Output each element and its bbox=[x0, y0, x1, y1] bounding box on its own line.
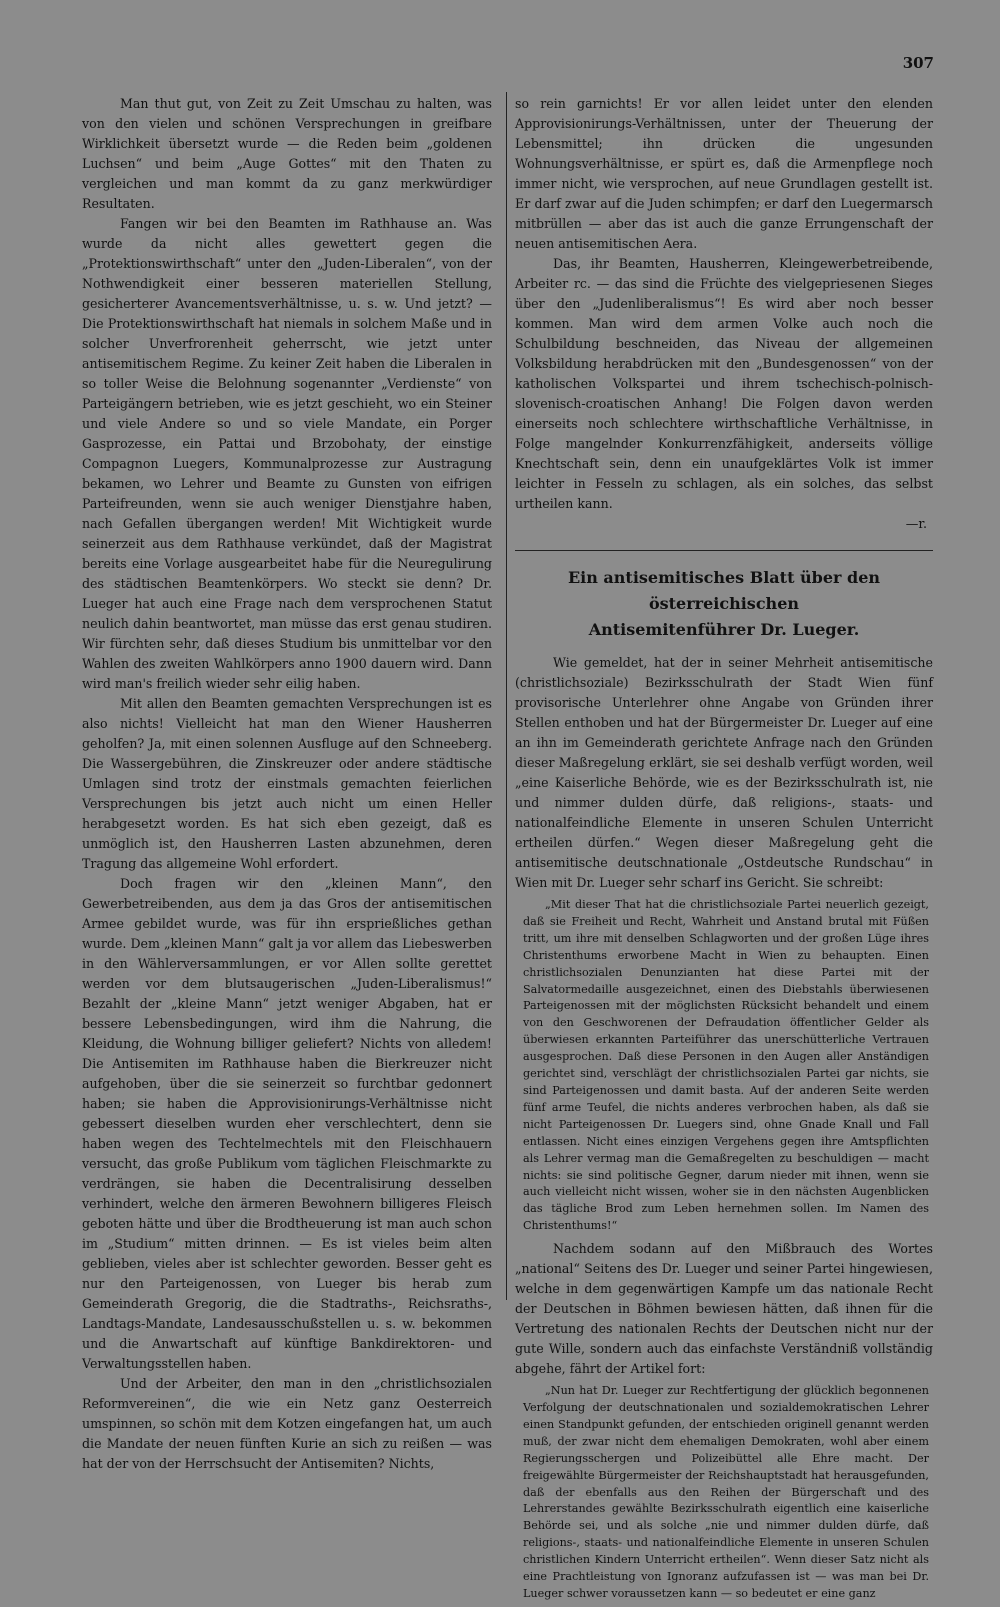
article-paragraph: Wie gemeldet, hat der in seiner Mehrheit antisemitische (christlichsoziale) Bezirksschulrath der Stadt Wien fünf provisorische Unterlehrer ohne Angabe von Gründen ihrer Stellen enthoben und hat der Bürgermeister Dr. Lueger auf eine an ihn im Gemeinderath gerichtete Anfrage nach den Gründen dieser Maßregelung erklärt, sie sei deshalb verfügt worden, weil „eine Kaiserliche Behörde, wie es der Bezirksschulrath ist, nie und nimmer dulden dürfe, daß religions-, staats- und nationalfeindliche Elemente in unseren Schulen Unterricht ertheilen dürfen.“ Wegen dieser Maßregelung geht die antisemitische deutschnationale „Ostdeutsche Rundschau“ in Wien mit Dr. Lueger sehr scharf ins Gericht. Sie schreibt: bbox=[515, 655, 933, 890]
right-column bbox=[515, 94, 933, 1607]
paragraph: Doch fragen wir den „kleinen Mann“, den Gewerbetreibenden, aus dem ja das Gros der antisemitischen Armee gebildet wurde, was für ihn ersprießliches gethan wurde. Dem „kleinen Mann“ galt ja vor allem das Liebeswerben in den Wählerversammlungen, er vor Allen sollte gerettet werden vor dem blutsaugerischen „Juden-Liberalismus!“ Bezahlt der „kleine Mann“ jetzt weniger Abgaben, hat er bessere Lebensbedingungen, wird ihm die Nahrung, die Kleidung, die Wohnung billiger geliefert? Nichts von alledem! Die Antisemiten im Rathhause haben die Bierkreuzer nicht aufgehoben, über die sie seinerzeit so furchtbar gedonnert haben; sie haben die Approvisionirungs-Verhältnisse nicht gebessert dieselben wurden eher verschlechtert, denn sie haben wegen des Techtelmechtels mit den Fleischhauern versucht, das große Publikum vom täglichen Fleischmarkte zu verdrängen, sie haben die Decentralisirung desselben verhindert, welche den ärmeren Bewohnern billigeres Fleisch geboten hätte und über die Brodtheuerung ist man auch schon im „Studium“ mitten drinnen. — Es ist vieles beim alten geblieben, vieles aber ist schlechter geworden. Besser geht es nur den Parteigenossen, von Lueger bis herab zum Gemeinderath Gregorig, die die Stadtraths-, Reichsraths-, Landtags-Mandate, Landesausschußstellen u. s. w. bekommen und die Anwartschaft auf künftige Bankdirektoren- und Verwaltungsstellen haben. bbox=[82, 876, 492, 1371]
paragraph: Fangen wir bei den Beamten im Rathhause an. Was wurde da nicht alles gewettert gegen die „Protektionswirthschaft“ unter den „Juden-Liberalen“, von der Nothwendigkeit einer besseren materiellen Stellung, gesicherterer Avancementsverhältnisse, u. s. w. Und jetzt? — Die Protektionswirthschaft hat niemals in solchem Maße und in solcher Unverfrorenheit geherrscht, wie jetzt unter antisemitischem Regime. Zu keiner Zeit haben die Liberalen in so toller Weise die Belohnung sogenannter „Verdienste“ von Parteigängern betrieben, wie es jetzt geschieht, wo ein Steiner und viele Andere so und so viele Mandate, ein Porger Gasprozesse, ein Pattai und Brzobohaty, der einstige Compagnon Luegers, Kommunalprozesse zur Austragung bekamen, wo Lehrer und Beamte zu Gunsten von eifrigen Parteifreunden, wenn sie auch weniger Dienstjahre haben, nach Gefallen übergangen werden! Mit Wichtigkeit wurde seinerzeit aus dem Rathhause verkündet, daß der Magistrat bereits eine Vorlage ausgearbeitet habe für die Neuregulirung des städtischen Beamtenkörpers. Wo steckt sie denn? Dr. Lueger hat auch eine Frage nach dem versprochenen Statut neulich dahin beantwortet, man müsse das erst genau studiren. Wir fürchten sehr, daß dieses Studium bis unmittelbar vor den Wahlen des zweiten Wahlkörpers anno 1900 dauern wird. Dann wird man's freilich wieder sehr eilig haben. bbox=[82, 216, 492, 691]
article-headline bbox=[515, 565, 933, 643]
paragraph: so rein garnichts! Er vor allen leidet unter den elenden Approvisionirungs-Verhältnissen, unter der Theuerung der Lebensmittel; ihn drücken die ungesunden Wohnungsverhältnisse, er spürt es, daß die Armenpflege noch immer nicht, wie versprochen, auf neue Grundlagen gestellt ist. Er darf zwar auf die Juden schimpfen; er darf den Luegermarsch mitbrüllen — aber das ist auch die ganze Errungenschaft der neuen antisemitischen Aera. bbox=[515, 96, 933, 251]
paragraph: Und der Arbeiter, den man in den „christlichsozialen Reformvereinen“, die wie ein Netz ganz Oesterreich umspinnen, so schön mit dem Kotzen eingefangen hat, um auch die Mandate der neuen fünften Kurie an sich zu reißen — was hat der von der Herrschsucht der Antisemiten? Nichts, bbox=[82, 1376, 492, 1471]
article-paragraph: Nachdem sodann auf den Mißbrauch des Wortes „national“ Seitens des Dr. Lueger und seiner Partei hingewiesen, welche in dem gegenwärtigen Kampfe um das nationale Recht der Deutschen in Böhmen bewiesen hätten, daß ihnen für die Vertretung des nationalen Rechts der Deutschen nicht nur der gute Wille, sondern auch das einfachste Verständniß vollständig abgehe, fährt der Artikel fort: bbox=[515, 1241, 933, 1377]
column-divider bbox=[506, 92, 507, 1300]
paragraph: Man thut gut, von Zeit zu Zeit Umschau zu halten, was von den vielen und schönen Versprechungen in greifbare Wirklichkeit übersetzt wurde — die Reden beim „goldenen Luchsen“ und beim „Auge Gottes“ mit den Thaten zu vergleichen und man kommt da zu ganz merkwürdiger Resultaten. bbox=[82, 96, 492, 211]
block-quote bbox=[523, 897, 929, 1235]
quote-text: „Nun hat Dr. Lueger zur Rechtfertigung der glücklich begonnenen Verfolgung der deutschnationalen und sozialdemokratischen Lehrer einen Standpunkt gefunden, der entschieden originell genannt werden muß, der zwar nicht dem ehemaligen Demokraten, wohl aber einem Regierungsschergen und Polizeibüttel alle Ehre macht. Der freigewählte Bürgermeister der Reichshauptstadt hat herausgefunden, daß der ebenfalls aus den Reihen der Bürgerschaft und des Lehrerstandes gewählte Bezirksschulrath eigentlich eine kaiserliche Behörde sei, und als solche „nie und nimmer dulden dürfe, daß religions-, staats- und nationalfeindliche Elemente in unseren Schulen christlichen Kindern Unterricht ertheilen“. Wenn dieser Satz nicht als eine Prachtleistung von Ignoranz aufzufassen ist — was man bei Dr. Lueger schwer voraussetzen kann — so bedeutet er eine ganz bbox=[523, 1384, 929, 1600]
left-column bbox=[82, 94, 492, 1474]
paragraph: Mit allen den Beamten gemachten Versprechungen ist es also nichts! Vielleicht hat man den Wiener Hausherren geholfen? Ja, mit einen solennen Ausfluge auf den Schneeberg. Die Wassergebühren, die Zinskreuzer oder andere städtische Umlagen sind trotz der einstmals gemachten feierlichen Versprechungen bis jetzt auch nicht um einen Heller herabgesetzt worden. Es hat sich eben gezeigt, daß es unmöglich ist, den Hausherren Lasten abzunehmen, deren Tragung das allgemeine Wohl erfordert. bbox=[82, 696, 492, 871]
headline-line-2: Antisemitenführer Dr. Lueger. bbox=[588, 620, 860, 639]
section-divider bbox=[515, 550, 933, 551]
page-number: 307 bbox=[902, 54, 934, 72]
paragraph: Das, ihr Beamten, Hausherren, Kleingewerbetreibende, Arbeiter rc. — das sind die Früchte des vielgepriesenen Sieges über den „Judenliberalismus“! Es wird aber noch besser kommen. Man wird dem armen Volke auch noch die Schulbildung beschneiden, das Niveau der allgemeinen Volksbildung herabdrücken mit den „Bundesgenossen“ von der katholischen Volkspartei und ihrem tschechisch-polnisch-slovenisch-croatischen Anhang! Die Folgen davon werden einerseits noch schlechtere wirthschaftliche Verhältnisse, in Folge mangelnder Konkurrenzfähigkeit, anderseits völlige Knechtschaft sein, denn ein unaufgeklärtes Volk ist immer leichter in Fesseln zu schlagen, als ein solches, das selbst urtheilen kann. bbox=[515, 256, 933, 511]
block-quote bbox=[523, 1383, 929, 1603]
quote-text: „Mit dieser That hat die christlichsoziale Partei neuerlich gezeigt, daß sie Freiheit und Recht, Wahrheit und Anstand brutal mit Füßen tritt, um ihre mit denselben Schlagworten und der großen Lüge ihres Christenthums erworbene Macht in Wien zu behaupten. Einen christlichsozialen Denunzianten hat diese Partei mit der Salvatormedaille ausgezeichnet, einen des Diebstahls überwiesenen Parteigenossen mit der möglichsten Rücksicht behandelt und einem von den Geschworenen der Defraudation öffentlicher Gelder als überwiesen erkannten Parteiführer das unerschütterliche Vertrauen ausgesprochen. Daß diese Personen in den Augen aller Anständigen gerichtet sind, verschlägt der christlichsozialen Partei gar nichts, sie sind Parteigenossen und damit basta. Auf der anderen Seite werden fünf arme Teufel, die nichts anderes verbrochen haben, als daß sie nicht Parteigenossen Dr. Luegers sind, ohne Gnade Knall und Fall entlassen. Nicht eines einzigen Vergehens gegen ihre Amtspflichten als Lehrer vermag man die Gemaßregelten zu beschuldigen — macht nichts: sie sind politische Gegner, darum nieder mit ihnen, wenn sie auch vielleicht nicht wissen, woher sie in den nächsten Augenblicken das tägliche Brod zum Leben hernehmen sollen. Im Namen des Christenthums!“ bbox=[523, 898, 929, 1233]
author-signoff: —r. bbox=[905, 516, 927, 531]
headline-line-1: Ein antisemitisches Blatt über den österreichischen bbox=[567, 568, 881, 613]
